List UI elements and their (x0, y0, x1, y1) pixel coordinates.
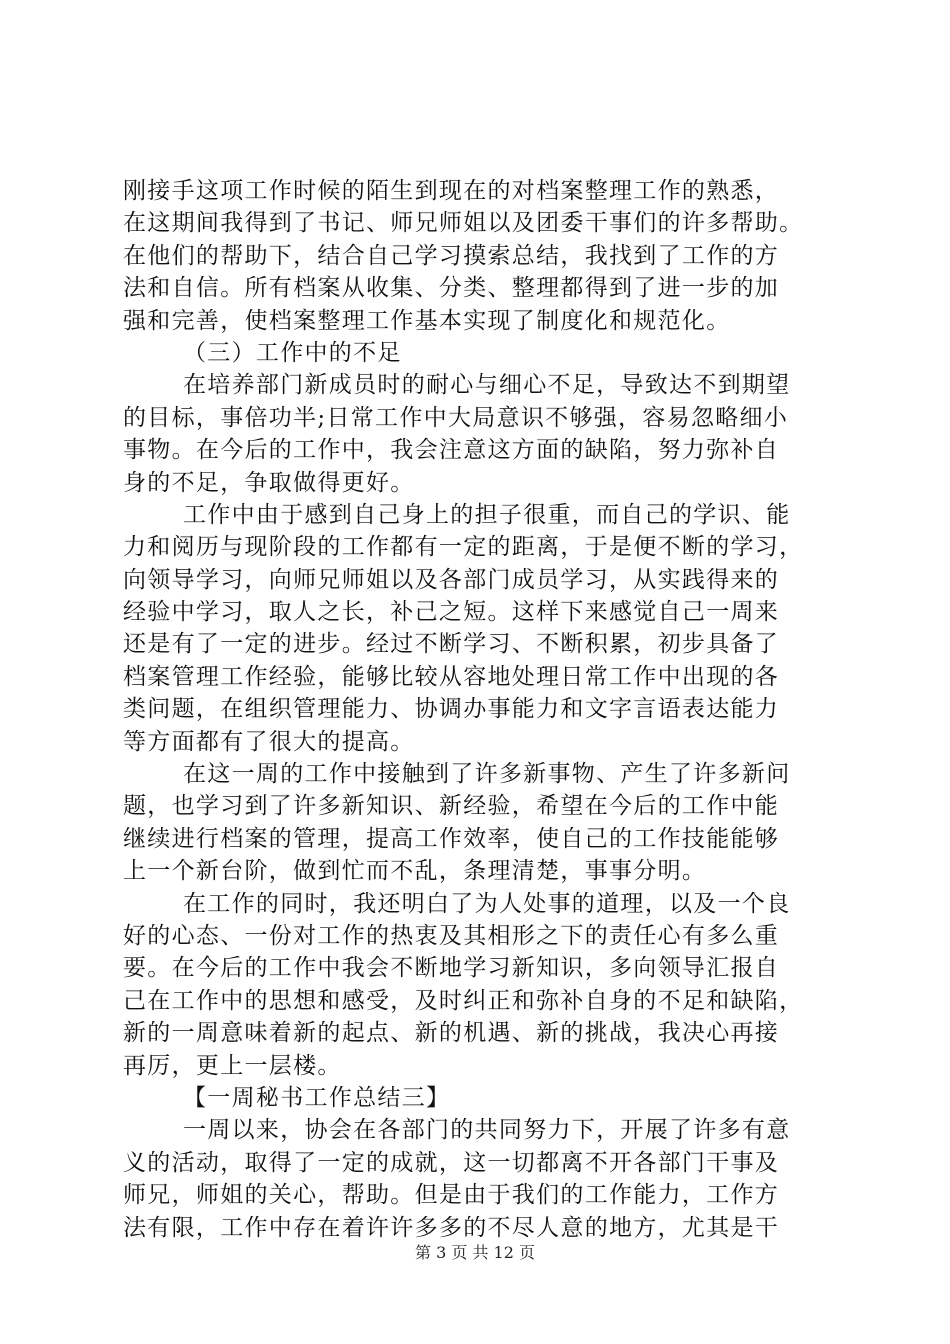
text-line: 师兄，师姐的关心，帮助。但是由于我们的工作能力，工作方 (123, 1182, 780, 1209)
text-line: 一周以来，协会在各部门的共同努力下，开展了许多有意 (183, 1117, 791, 1144)
text-line: 经验中学习，取人之长，补己之短。这样下来感觉自己一周来 (123, 599, 780, 626)
text-line: 题，也学习到了许多新知识、新经验，希望在今后的工作中能 (123, 793, 780, 820)
text-line: 等方面都有了很大的提高。 (123, 728, 415, 755)
text-line: 继续进行档案的管理，提高工作效率，使自己的工作技能能够 (123, 825, 780, 852)
text-line: 强和完善，使档案整理工作基本实现了制度化和规范化。 (123, 307, 731, 334)
text-line: 档案管理工作经验，能够比较从容地处理日常工作中出现的各 (123, 663, 780, 690)
text-line: 事物。在今后的工作中，我会注意这方面的缺陷，努力弥补自 (123, 437, 780, 464)
text-line: 的目标，事倍功半;日常工作中大局意识不够强，容易忽略细小 (123, 404, 789, 431)
text-line: 工作中由于感到自己身上的担子很重，而自己的学识、能 (183, 501, 791, 528)
text-line: 身的不足，争取做得更好。 (123, 469, 415, 496)
text-line: 向领导学习，向师兄师姐以及各部门成员学习，从实践得来的 (123, 566, 780, 593)
text-line: 在这期间我得到了书记、师兄师姐以及团委干事们的许多帮助。 (123, 210, 804, 237)
text-line: 上一个新台阶，做到忙而不乱，条理清楚，事事分明。 (123, 858, 707, 885)
text-line: 法和自信。所有档案从收集、分类、整理都得到了进一步的加 (123, 275, 780, 302)
text-line: 新的一周意味着新的起点、新的机遇、新的挑战，我决心再接 (123, 1020, 780, 1047)
text-line: 在培养部门新成员时的耐心与细心不足，导致达不到期望 (183, 372, 791, 399)
text-line: 在他们的帮助下，结合自己学习摸索总结，我找到了工作的方 (123, 242, 780, 269)
section-heading: （三）工作中的不足 (183, 339, 402, 366)
text-line: 再厉，更上一层楼。 (123, 1052, 342, 1079)
text-line: 好的心态、一份对工作的热衷及其相形之下的责任心有多么重 (123, 922, 780, 949)
page-number: 第 3 页 共 12 页 (415, 1243, 535, 1262)
text-line: 还是有了一定的进步。经过不断学习、不断积累，初步具备了 (123, 631, 780, 658)
section-heading: 【一周秘书工作总结三】 (183, 1084, 451, 1111)
text-line: 要。在今后的工作中我会不断地学习新知识，多向领导汇报自 (123, 955, 780, 982)
text-line: 类问题，在组织管理能力、协调办事能力和文字言语表达能力 (123, 696, 780, 723)
document-body (123, 175, 843, 1244)
text-line: 义的活动，取得了一定的成就，这一切都离不开各部门干事及 (123, 1149, 780, 1176)
text-line: 己在工作中的思想和感受，及时纠正和弥补自身的不足和缺陷， (123, 987, 804, 1014)
text-line: 法有限，工作中存在着许许多多的不尽人意的地方，尤其是干 (123, 1214, 780, 1241)
text-line: 在工作的同时，我还明白了为人处事的道理，以及一个良 (183, 890, 791, 917)
text-line: 刚接手这项工作时候的陌生到现在的对档案整理工作的熟悉， (123, 178, 780, 204)
text-line: 在这一周的工作中接触到了许多新事物、产生了许多新问 (183, 761, 791, 788)
text-line: 力和阅历与现阶段的工作都有一定的距离，于是便不断的学习， (123, 534, 804, 561)
